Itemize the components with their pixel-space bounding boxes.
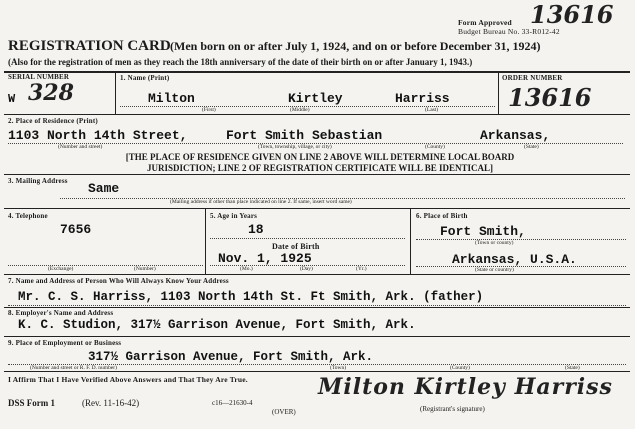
residence-street: 1103 North 14th Street, — [8, 128, 188, 143]
divider-order — [498, 72, 499, 114]
last-caption: (Last) — [425, 107, 439, 113]
affirmation-text: I Affirm That I Have Verified Above Answers and That They Are True. — [8, 375, 248, 384]
contact-value: Mr. C. S. Harriss, 1103 North 14th St. Ft Smith, Ark. (father) — [18, 290, 484, 304]
age-underline — [210, 238, 405, 239]
employment-value: 317½ Garrison Avenue, Fort Smith, Ark. — [88, 350, 374, 364]
residence-town: Fort Smith — [226, 128, 305, 143]
middle-name: Kirtley — [288, 91, 343, 106]
employment-caption-town: (Town) — [330, 365, 347, 371]
mailing-value: Same — [88, 181, 120, 196]
form-approved-label: Form Approved — [458, 18, 512, 27]
row-divider-7 — [4, 371, 630, 372]
row-divider-4 — [4, 274, 630, 275]
row-divider-5 — [4, 307, 630, 308]
residence-caption-street: (Number and street) — [58, 144, 103, 150]
residence-notice-line1: [THE PLACE OF RESIDENCE GIVEN ON LINE 2 ABOVE WILL DETERMINE LOCAL BOARD — [125, 152, 515, 162]
age-label: 5. Age in Years — [210, 212, 258, 220]
residence-label: 2. Place of Residence (Print) — [8, 117, 98, 125]
birthplace-caption-state: (State or country) — [475, 267, 514, 273]
age-value: 18 — [248, 222, 264, 237]
registrant-signature: Milton Kirtley Harriss — [318, 374, 613, 400]
birthplace-town: Fort Smith, — [440, 224, 526, 239]
order-number-label: ORDER NUMBER — [502, 74, 563, 82]
telephone-caption-exchange: (Exchange) — [48, 266, 74, 272]
contact-underline — [8, 305, 626, 306]
dob-label: Date of Birth — [272, 242, 320, 251]
telephone-caption-number: (Number) — [134, 266, 156, 272]
divider-telephone — [205, 208, 206, 274]
serial-number-value: 328 — [28, 80, 74, 106]
serial-number-label: SERIAL NUMBER — [8, 73, 70, 81]
row-divider-6 — [4, 336, 630, 337]
mailing-caption: (Mailing address if other than place indicated on line 2. If same, insert word same) — [170, 199, 352, 205]
telephone-label: 4. Telephone — [8, 212, 48, 220]
first-caption: (First) — [202, 107, 216, 113]
form-designation: DSS Form 1 — [8, 398, 55, 408]
telephone-value: 7656 — [60, 222, 92, 237]
residence-notice-line2: JURISDICTION; LINE 2 OF REGISTRATION CERTIFICATE WILL BE IDENTICAL] — [147, 163, 493, 173]
budget-bureau-label: Budget Bureau No. 33-R012-42 — [458, 27, 560, 36]
first-name: Milton — [148, 91, 195, 106]
card-subtitle: (Also for the registration of men as they reach the 18th anniversary of the date of their birth on or after January 1, 1943.) — [8, 57, 473, 67]
dob-value: Nov. 1, 1925 — [218, 251, 312, 266]
serial-prefix: W — [8, 92, 16, 106]
birthplace-state: Arkansas, U.S.A. — [452, 252, 577, 267]
employment-label: 9. Place of Employment or Business — [8, 339, 122, 347]
employment-caption-state: (State) — [565, 365, 580, 371]
birthplace-town-underline — [416, 239, 626, 240]
card-title-eligibility: (Men born on or after July 1, 1924, and on or before December 31, 1924) — [170, 39, 541, 53]
dob-caption-day: (Day) — [300, 266, 313, 272]
row-divider-1 — [4, 114, 630, 115]
employer-value: K. C. Studion, 317½ Garrison Avenue, Fort Smith, Ark. — [18, 318, 416, 332]
form-revision: (Rev. 11-16-42) — [82, 398, 140, 408]
contact-label: 7. Name and Address of Person Who Will Always Know Your Address — [8, 277, 229, 285]
employment-caption-county: (County) — [450, 365, 470, 371]
over-label: (OVER) — [272, 408, 296, 416]
birthplace-state-underline — [416, 266, 626, 267]
order-number-value: 13616 — [508, 83, 592, 112]
row-divider-2 — [4, 174, 630, 175]
handwritten-card-number: 13616 — [530, 0, 614, 29]
telephone-underline — [8, 265, 203, 266]
divider-serial — [115, 72, 116, 114]
row-divider-3 — [4, 208, 630, 209]
residence-caption-county: (County) — [425, 144, 445, 150]
last-name: Harriss — [395, 91, 450, 106]
residence-caption-state: (State) — [524, 144, 539, 150]
dob-caption-yr: (Yr.) — [356, 266, 367, 272]
print-code: c16—21630-4 — [212, 399, 253, 407]
birthplace-label: 6. Place of Birth — [416, 212, 468, 220]
employer-label: 8. Employer's Name and Address — [8, 309, 114, 317]
middle-caption: (Middle) — [290, 107, 310, 113]
employment-caption-street: (Number and street or R. F. D. number) — [30, 365, 117, 371]
birthplace-caption-town: (Town or county) — [475, 240, 514, 246]
residence-caption-town: (Town, township, village, or city) — [258, 144, 332, 150]
residence-state: Arkansas, — [480, 128, 551, 143]
mailing-label: 3. Mailing Address — [8, 177, 68, 185]
card-title: REGISTRATION CARD — [8, 38, 171, 54]
dob-caption-mo: (Mo.) — [240, 266, 253, 272]
divider-age — [410, 208, 411, 274]
name-label: 1. Name (Print) — [120, 74, 170, 82]
border-top — [4, 71, 630, 73]
signature-caption: (Registrant's signature) — [420, 405, 485, 413]
residence-county: Sebastian — [312, 128, 383, 143]
